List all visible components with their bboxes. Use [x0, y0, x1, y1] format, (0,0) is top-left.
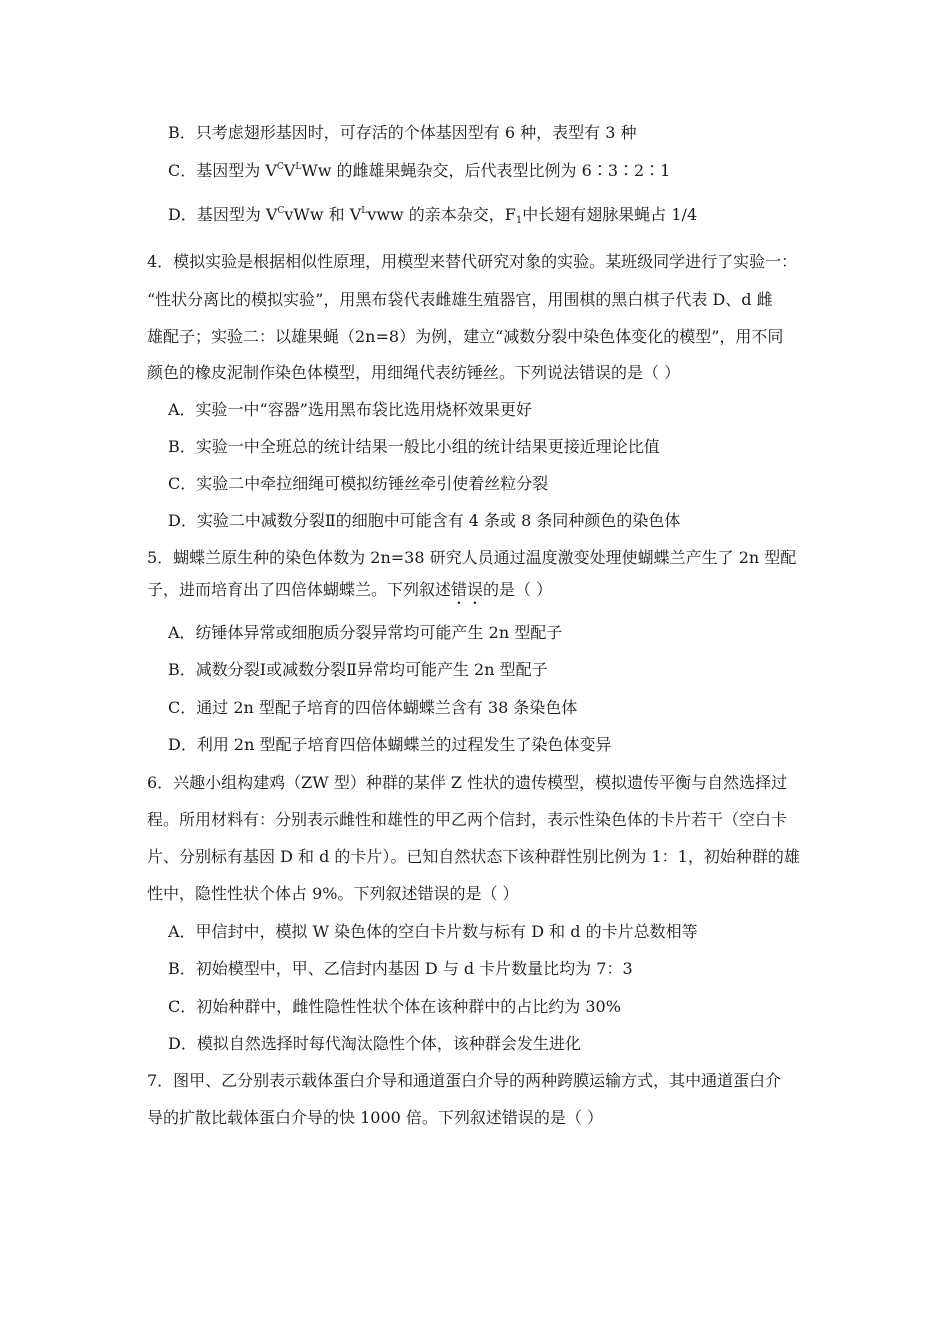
q4-stem-line-4: 颜色的橡皮泥制作染色体模型，用细绳代表纺锤丝。下列说法错误的是（ ）	[147, 363, 681, 382]
q3-option-d-sub: 1	[515, 215, 523, 226]
q4-option-c: C．实验二中牵拉细绳可模拟纺锤丝牵引使着丝粒分裂	[168, 474, 549, 493]
q6-option-b: B．初始模型中，甲、乙信封内基因 D 与 d 卡片数量比均为 7：3	[168, 959, 633, 978]
q6-option-a: A．甲信封中，模拟 W 染色体的空白卡片数与标有 D 和 d 的卡片总数相等	[168, 922, 698, 941]
q5-option-a: A．纺锤体异常或细胞质分裂异常均可能产生 2n 型配子	[168, 623, 563, 642]
q4-option-b: B．实验一中全班总的统计结果一般比小组的统计结果更接近理论比值	[168, 437, 660, 456]
q5-stem-line-2	[147, 578, 552, 608]
q4-option-a: A．实验一中“容器”选用黑布袋比选用烧杯效果更好	[168, 400, 532, 419]
q5-option-c: C．通过 2n 型配子培育的四倍体蝴蝶兰含有 38 条染色体	[168, 698, 578, 717]
q5-option-d: D．利用 2n 型配子培育四倍体蝴蝶兰的过程发生了染色体变异	[168, 735, 612, 754]
q4-stem-line-1: 4．模拟实验是根据相似性原理，用模型来替代研究对象的实验。某班级同学进行了实验一：	[147, 252, 798, 271]
q4-stem-line-2: “性状分离比的模拟实验”，用黑布袋代表雌雄生殖器官，用围棋的黑白棋子代表 D、d 雌	[147, 290, 773, 309]
q6-option-d: D．模拟自然选择时每代淘汰隐性个体，该种群会发生进化	[168, 1034, 581, 1053]
q3-option-d	[168, 203, 697, 227]
q3-option-d-text-2: vWw 和 V	[284, 205, 362, 224]
q3-option-c-text-2: V	[283, 161, 296, 180]
q3-option-d-text-3: vww 的亲本杂交，F	[367, 205, 516, 224]
q4-option-d: D．实验二中减数分裂Ⅱ的细胞中可能含有 4 条或 8 条同种颜色的染色体	[168, 511, 681, 530]
q5-stem-text-2: 的是（ ）	[483, 580, 553, 599]
q5-emphasis-word: 错误	[451, 580, 484, 599]
q6-stem-line-3: 片、分别标有基因 D 和 d 的卡片）。已知自然状态下该种群性别比例为 1：1，初始种群的雄	[147, 847, 800, 866]
q6-stem-line-1: 6．兴趣小组构建鸡（ZW 型）种群的某伴 Z 性状的遗传模型，模拟遗传平衡与自然选择过	[147, 773, 788, 792]
q6-stem-line-2: 程。所用材料有：分别表示雌性和雄性的甲乙两个信封，表示性染色体的卡片若干（空白卡	[147, 810, 788, 829]
q7-stem-line-2: 导的扩散比载体蛋白介导的快 1000 倍。下列叙述错误的是（ ）	[147, 1108, 603, 1127]
q5-stem-text-1: 子，进而培育出了四倍体蝴蝶兰。下列叙述	[147, 580, 452, 599]
q3-option-b: B．只考虑翅形基因时，可存活的个体基因型有 6 种，表型有 3 种	[168, 123, 637, 142]
q3-option-c-text-3: Ww 的雌雄果蝇杂交，后代表型比例为 6∶3∶2∶1	[301, 161, 671, 180]
q6-option-c: C．初始种群中，雌性隐性性状个体在该种群中的占比约为 30%	[168, 997, 621, 1016]
q4-stem-line-3: 雄配子；实验二：以雄果蝇（2n=8）为例，建立“减数分裂中染色体变化的模型”，用不同	[147, 327, 784, 346]
q3-option-d-sup-2: L	[361, 206, 368, 216]
q3-option-d-text-1: D．基因型为 V	[168, 205, 278, 224]
q3-option-c-text-1: C．基因型为 V	[168, 161, 277, 180]
q6-stem-line-4: 性中，隐性性状个体占 9%。下列叙述错误的是（ ）	[147, 884, 519, 903]
q5-option-b: B．减数分裂Ⅰ或减数分裂Ⅱ异常均可能产生 2n 型配子	[168, 660, 548, 679]
q3-option-d-text-4: 中长翅有翅脉果蝇占 1/4	[522, 205, 698, 224]
q7-stem-line-1: 7．图甲、乙分别表示载体蛋白介导和通道蛋白介导的两种跨膜运输方式，其中通道蛋白介	[147, 1071, 782, 1090]
q5-stem-line-1: 5．蝴蝶兰原生种的染色体数为 2n=38 研究人员通过温度激变处理使蝴蝶兰产生了 2n 型配	[147, 548, 797, 567]
q3-option-c-sup-2: L	[295, 162, 302, 172]
q3-option-c-sup-1: C	[276, 162, 284, 172]
q3-option-c	[168, 159, 670, 183]
q3-option-d-sup-1: C	[277, 206, 285, 216]
